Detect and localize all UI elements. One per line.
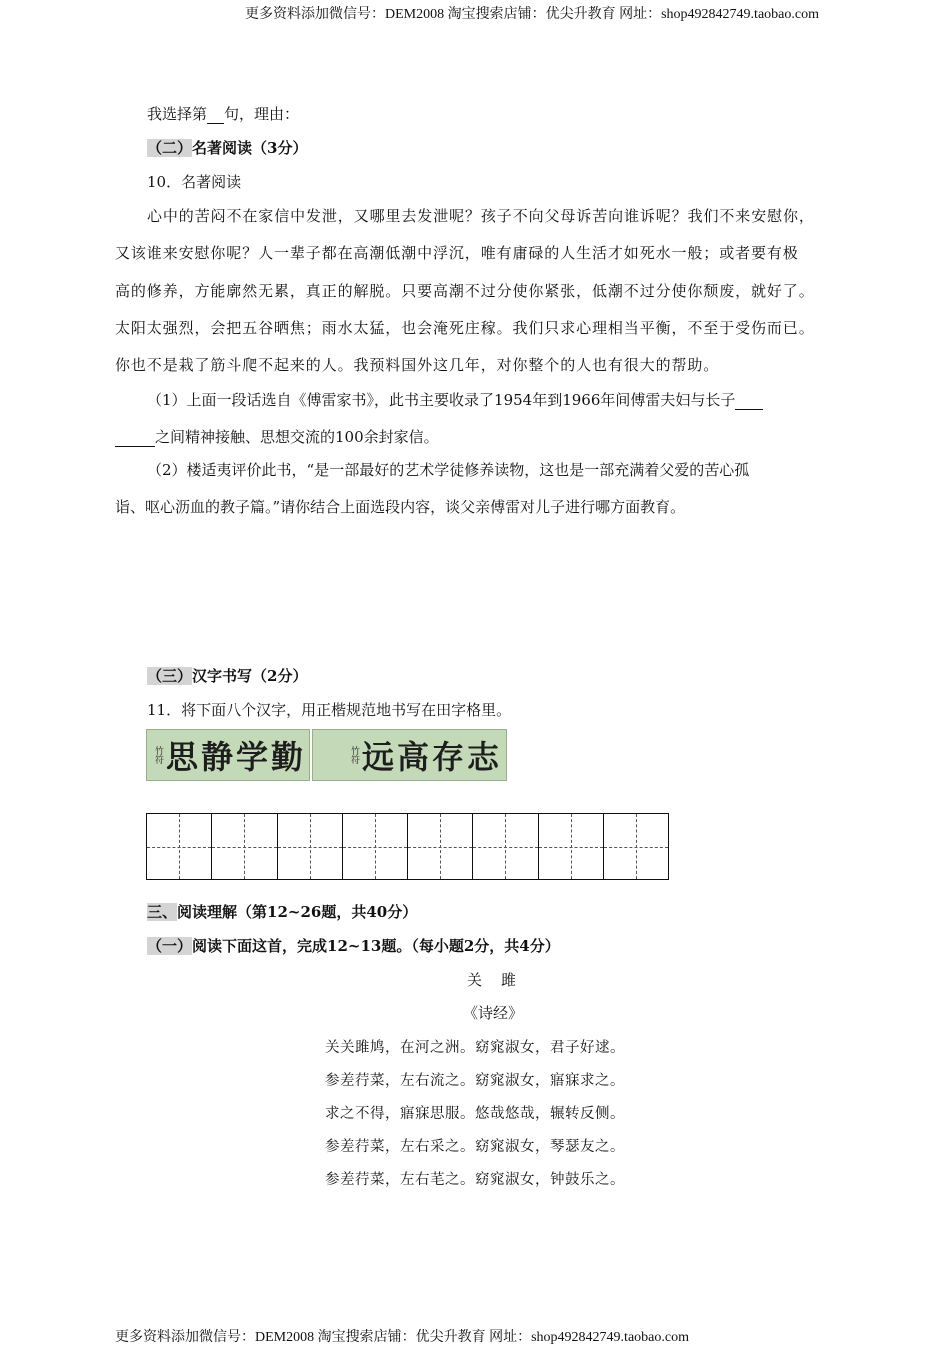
answer-blank	[207, 107, 224, 124]
poem-line-3: 求之不得，寤寐思服。悠哉悠哉，辗转反侧。	[325, 1106, 625, 1122]
calligraphy-image-left	[146, 729, 310, 781]
sub1-text: （1）上面一段话选自《傅雷家书》，此书主要收录了1954年到1966年间傅雷夫妇与长子	[147, 391, 736, 409]
answer-blank	[115, 430, 155, 447]
section-marker: （二）	[147, 139, 193, 157]
question-10-sub1	[147, 389, 763, 410]
calligraphy-chars-left: 思静学勤	[166, 738, 307, 776]
section-title: 阅读下面这首，完成12~13题。（每小题2分，共4分）	[192, 937, 560, 955]
section-title: 名著阅读（3分）	[192, 139, 308, 157]
question-10-sub2-cont: 诣、呕心沥血的教子篇。”请你结合上面选段内容，谈父亲傅雷对儿子进行哪方面教育。	[115, 498, 686, 516]
grid-cell[interactable]	[473, 814, 538, 879]
seal-mark: 竹符	[349, 746, 359, 764]
section-marker: （一）	[147, 937, 193, 955]
section-heading-writing	[147, 665, 307, 686]
grid-cell[interactable]	[278, 814, 343, 879]
grid-cell[interactable]	[604, 814, 668, 879]
section-marker: （三）	[147, 667, 193, 685]
passage-line-1: 心中的苦闷不在家信中发泄，又哪里去发泄呢？孩子不向父母诉苦向谁诉呢？我们不来安慰你，	[147, 207, 815, 225]
page-header: 更多资料添加微信号：DEM2008 淘宝搜索店铺：优尖升教育 网址：shop492842749.taobao.com	[245, 7, 819, 22]
question-11-title: 11．将下面八个汉字，用正楷规范地书写在田字格里。	[147, 701, 512, 719]
answer-blank	[735, 393, 763, 410]
poem-title: 关 雎	[467, 971, 519, 989]
grid-cell[interactable]	[539, 814, 604, 879]
sub1-text-cont: 之间精神接触、思想交流的100余封家信。	[155, 428, 439, 446]
poem-line-4: 参差荇菜，左右采之。窈窕淑女，琴瑟友之。	[325, 1139, 625, 1155]
part-marker: 三、	[147, 903, 178, 921]
calligraphy-chars-right: 远高存志	[362, 738, 503, 776]
calligraphy-image-right	[312, 729, 507, 781]
writing-grid	[146, 813, 669, 880]
choice-prefix: 我选择第	[147, 105, 208, 123]
poem-line-1: 关关雎鸠，在河之洲。窈窕淑女，君子好逑。	[325, 1040, 625, 1056]
section-heading-poem	[147, 935, 560, 956]
section-heading-classics	[147, 137, 307, 158]
part-title: 阅读理解（第12~26题，共40分）	[177, 903, 418, 921]
grid-cell[interactable]	[343, 814, 408, 879]
section-title: 汉字书写（2分）	[192, 667, 308, 685]
grid-cell[interactable]	[147, 814, 212, 879]
choice-suffix: 句，理由：	[224, 105, 300, 123]
part-heading-reading	[147, 901, 417, 922]
question-10-title: 10．名著阅读	[147, 173, 242, 191]
poem-source: 《诗经》	[463, 1004, 524, 1022]
poem-line-2: 参差荇菜，左右流之。窈窕淑女，寤寐求之。	[325, 1073, 625, 1089]
question-10-sub2: （2）楼适夷评价此书，“是一部最好的艺术学徒修养读物，这也是一部充满着父爱的苦心孤	[147, 461, 750, 479]
choice-line	[147, 103, 299, 124]
passage-line-5: 你也不是栽了筋斗爬不起来的人。我预料国外这几年，对你整个的人也有很大的帮助。	[115, 356, 720, 374]
passage-line-3: 高的修养，方能廓然无累，真正的解脱。只要高潮不过分使你紧张，低潮不过分使你颓废，就好了。	[115, 282, 815, 300]
question-10-sub1-cont	[115, 426, 439, 447]
page-footer: 更多资料添加微信号：DEM2008 淘宝搜索店铺：优尖升教育 网址：shop492842749.taobao.com	[115, 1330, 689, 1345]
poem-line-5: 参差荇菜，左右芼之。窈窕淑女，钟鼓乐之。	[325, 1172, 625, 1188]
grid-cell[interactable]	[408, 814, 473, 879]
passage-line-4: 太阳太强烈，会把五谷晒焦；雨水太猛，也会淹死庄稼。我们只求心理相当平衡，不至于受伤而已。	[115, 319, 815, 337]
seal-mark: 竹符	[153, 746, 163, 764]
passage-line-2: 又该谁来安慰你呢？人一辈子都在高潮低潮中浮沉，唯有庸碌的人生活才如死水一般；或者要有极	[115, 244, 799, 262]
grid-cell[interactable]	[212, 814, 277, 879]
